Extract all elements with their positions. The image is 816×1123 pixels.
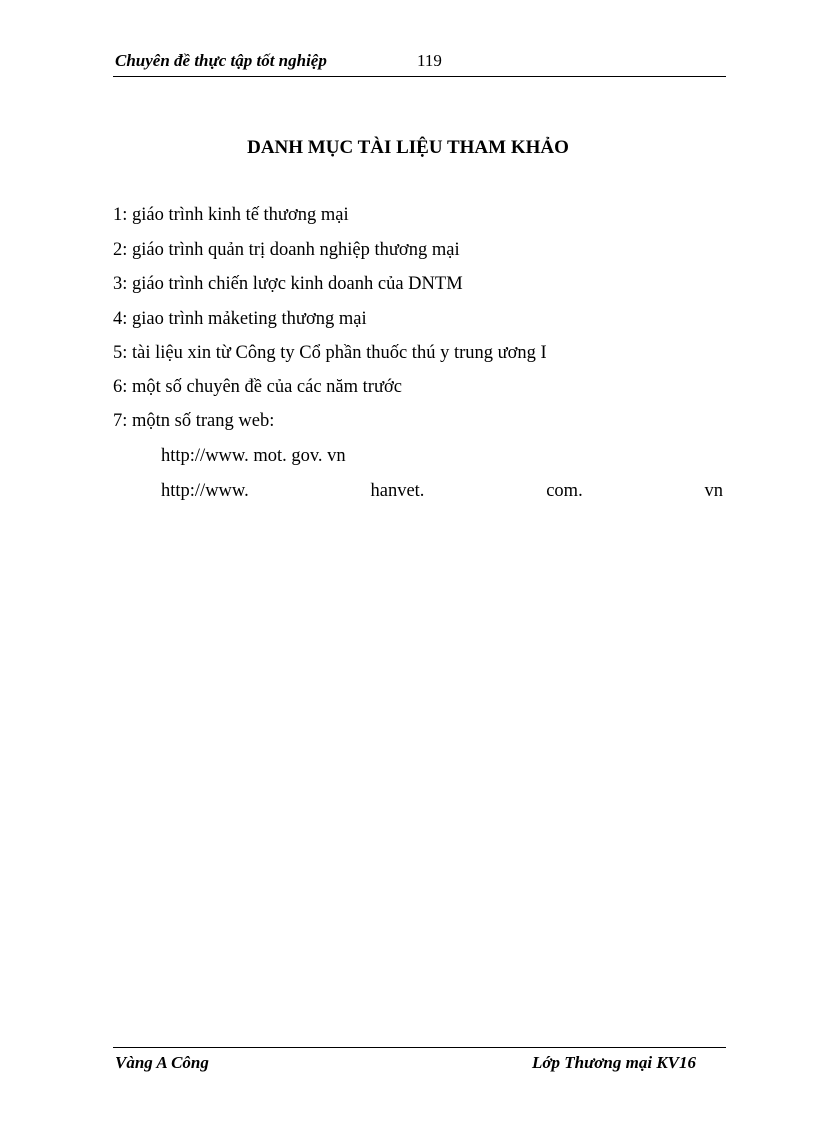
footer-author: Vàng A Công bbox=[115, 1053, 209, 1072]
website-url-1: http://www. mot. gov. vn bbox=[161, 446, 346, 466]
reference-item-7: 7: mộtn số trang web: bbox=[113, 411, 275, 431]
page-header bbox=[113, 50, 726, 77]
document-title: DANH MỤC TÀI LIỆU THAM KHẢO bbox=[247, 137, 569, 158]
reference-item-1: 1: giáo trình kinh tế thương mại bbox=[113, 205, 349, 225]
reference-item-5: 5: tài liệu xin từ Công ty Cổ phần thuốc thú y trung ương I bbox=[113, 343, 547, 363]
reference-item-2: 2: giáo trình quản trị doanh nghiệp thương mại bbox=[113, 240, 460, 260]
page-number: 119 bbox=[417, 51, 442, 70]
url-part-domain: hanvet. bbox=[370, 481, 425, 501]
reference-item-4: 4: giao trình mảketing thương mại bbox=[113, 309, 367, 329]
url-part-protocol: http://www. bbox=[161, 481, 249, 501]
reference-item-6: 6: một số chuyên đề của các năm trước bbox=[113, 377, 402, 397]
website-url-2 bbox=[161, 481, 723, 502]
footer-class: Lớp Thương mại KV16 bbox=[532, 1053, 696, 1072]
page-footer bbox=[113, 1047, 726, 1076]
url-part-com: com. bbox=[546, 481, 583, 501]
reference-item-3: 3: giáo trình chiến lược kinh doanh của DNTM bbox=[113, 274, 463, 294]
url-part-tld: vn bbox=[704, 481, 723, 501]
header-title: Chuyên đề thực tập tốt nghiệp bbox=[115, 51, 327, 70]
